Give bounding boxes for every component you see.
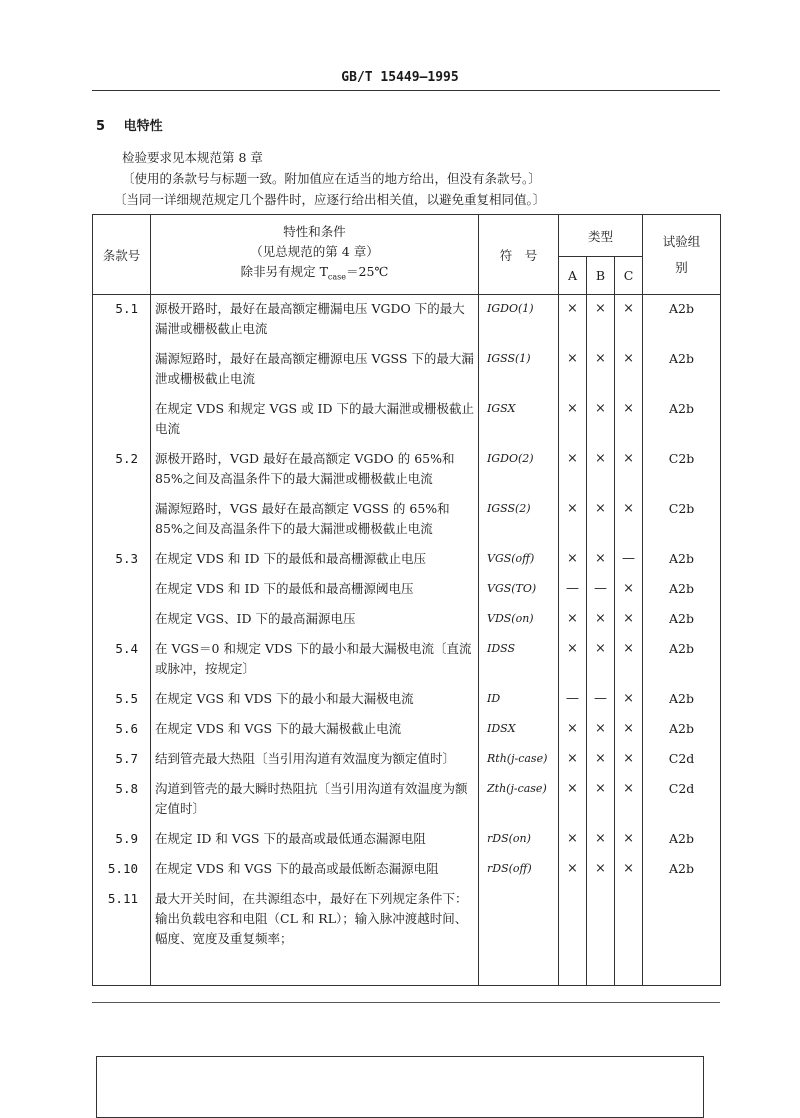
row-clause: 5.6	[93, 715, 151, 745]
row-characteristic: 源极开路时，最好在最高额定栅漏电压 VGDO 下的最大漏泄或栅极截止电流	[151, 295, 479, 346]
table-row	[93, 445, 721, 495]
row-type-b: ×	[587, 345, 615, 395]
table-row	[93, 345, 721, 395]
row-symbol: IGSS(1)	[479, 345, 559, 395]
row-type-b	[587, 885, 615, 986]
row-clause	[93, 395, 151, 445]
row-characteristic: 漏源短路时，VGS 最好在最高额定 VGSS 的 65%和 85%之间及高温条件下的最大漏泄或栅极截止电流	[151, 495, 479, 545]
section-title: 电特性	[123, 119, 163, 134]
row-group: A2b	[643, 575, 721, 605]
row-type-b: ×	[587, 445, 615, 495]
header-type-a: A	[559, 257, 587, 295]
intro-line: 检验要求见本规范第 8 章	[122, 150, 263, 165]
row-symbol: IGDO(1)	[479, 295, 559, 346]
row-type-b: ×	[587, 745, 615, 775]
table-row	[93, 395, 721, 445]
row-group: A2b	[643, 855, 721, 885]
row-symbol: Zth(j-case)	[479, 775, 559, 825]
row-symbol: VGS(off)	[479, 545, 559, 575]
row-type-a	[559, 885, 587, 986]
row-group: A2b	[643, 395, 721, 445]
row-type-b: ×	[587, 715, 615, 745]
row-characteristic: 在规定 VGS 和 VDS 下的最小和最大漏极电流	[151, 685, 479, 715]
row-type-a: —	[559, 575, 587, 605]
row-type-b: ×	[587, 395, 615, 445]
row-clause: 5.2	[93, 445, 151, 495]
row-type-a: ×	[559, 635, 587, 685]
row-group: A2b	[643, 715, 721, 745]
intro-line: 〔使用的条款号与标题一致。附加值应在适当的地方给出，但没有条款号。〕	[122, 171, 541, 186]
row-type-a: ×	[559, 545, 587, 575]
row-type-c: ×	[615, 295, 643, 346]
table-row	[93, 575, 721, 605]
table-row	[93, 825, 721, 855]
row-type-b: —	[587, 685, 615, 715]
header-clause: 条款号	[93, 215, 151, 295]
electrical-characteristics-table	[92, 214, 721, 986]
row-group: C2d	[643, 745, 721, 775]
header-symbol: 符 号	[479, 215, 559, 295]
row-symbol: IDSS	[479, 635, 559, 685]
row-clause	[93, 495, 151, 545]
row-characteristic: 在规定 VDS 和 ID 下的最低和最高栅源截止电压	[151, 545, 479, 575]
row-clause: 5.9	[93, 825, 151, 855]
section-number: 5	[96, 119, 106, 134]
row-type-c: ×	[615, 575, 643, 605]
row-characteristic: 在规定 VDS 和 VGS 下的最大漏极截止电流	[151, 715, 479, 745]
row-clause: 5.10	[93, 855, 151, 885]
row-group: A2b	[643, 345, 721, 395]
footer-frame	[96, 1056, 704, 1118]
row-type-a: ×	[559, 445, 587, 495]
row-characteristic: 在 VGS＝0 和规定 VDS 下的最小和最大漏极电流〔直流或脉冲，按规定〕	[151, 635, 479, 685]
row-group: A2b	[643, 295, 721, 346]
row-type-b: ×	[587, 825, 615, 855]
row-type-a: ×	[559, 855, 587, 885]
row-type-b: ×	[587, 545, 615, 575]
row-clause: 5.5	[93, 685, 151, 715]
row-symbol: IGSX	[479, 395, 559, 445]
row-type-b: —	[587, 575, 615, 605]
header-char-line1: 特性和条件	[283, 223, 346, 239]
row-characteristic: 最大开关时间，在共源组态中，最好在下列规定条件下：输出负载电容和电阻（CL 和 RL）；输入脉冲渡越时间、幅度、宽度及重复频率；	[151, 885, 479, 986]
row-symbol: rDS(on)	[479, 825, 559, 855]
row-group: A2b	[643, 825, 721, 855]
row-group: A2b	[643, 605, 721, 635]
table-row	[93, 545, 721, 575]
row-type-a: ×	[559, 295, 587, 346]
row-type-c: ×	[615, 745, 643, 775]
table-row	[93, 775, 721, 825]
row-type-b: ×	[587, 635, 615, 685]
row-type-b: ×	[587, 295, 615, 346]
row-group: C2b	[643, 445, 721, 495]
row-type-b: ×	[587, 605, 615, 635]
row-symbol: VDS(on)	[479, 605, 559, 635]
row-type-c: ×	[615, 825, 643, 855]
row-clause	[93, 605, 151, 635]
row-group: A2b	[643, 545, 721, 575]
row-clause	[93, 575, 151, 605]
header-type-c: C	[615, 257, 643, 295]
row-symbol: ID	[479, 685, 559, 715]
row-type-b: ×	[587, 775, 615, 825]
row-characteristic: 在规定 VDS 和规定 VGS 或 ID 下的最大漏泄或栅极截止电流	[151, 395, 479, 445]
page-bottom-rule	[92, 1002, 720, 1003]
table-row	[93, 745, 721, 775]
row-symbol: IGSS(2)	[479, 495, 559, 545]
row-characteristic: 沟道到管壳的最大瞬时热阻抗〔当引用沟道有效温度为额定值时〕	[151, 775, 479, 825]
row-clause: 5.4	[93, 635, 151, 685]
row-characteristic: 在规定 VDS 和 VGS 下的最高或最低断态漏源电阻	[151, 855, 479, 885]
table-row	[93, 295, 721, 346]
row-type-c: ×	[615, 445, 643, 495]
row-clause: 5.11	[93, 885, 151, 986]
row-clause: 5.1	[93, 295, 151, 346]
row-type-a: ×	[559, 495, 587, 545]
row-type-a: ×	[559, 745, 587, 775]
row-characteristic: 在规定 VDS 和 ID 下的最低和最高栅源阈电压	[151, 575, 479, 605]
header-group: 试验组别	[643, 215, 721, 295]
row-type-c: —	[615, 545, 643, 575]
table-row	[93, 495, 721, 545]
row-type-c: ×	[615, 855, 643, 885]
row-type-c: ×	[615, 345, 643, 395]
row-clause	[93, 345, 151, 395]
row-characteristic: 在规定 VGS、ID 下的最高漏源电压	[151, 605, 479, 635]
row-characteristic: 在规定 ID 和 VGS 下的最高或最低通态漏源电阻	[151, 825, 479, 855]
header-char-line3: 除非另有规定 $T_{case}=25℃$	[240, 263, 389, 282]
row-characteristic: 源极开路时，VGD 最好在最高额定 VGDO 的 65%和 85%之间及高温条件下的最大漏泄或栅极截止电流	[151, 445, 479, 495]
row-type-a: ×	[559, 715, 587, 745]
table-row	[93, 635, 721, 685]
row-symbol: rDS(off)	[479, 855, 559, 885]
table-row	[93, 605, 721, 635]
row-type-c: ×	[615, 715, 643, 745]
row-type-a: ×	[559, 825, 587, 855]
row-clause: 5.8	[93, 775, 151, 825]
header-type: 类型	[559, 215, 643, 257]
row-type-b: ×	[587, 495, 615, 545]
standard-header: GB/T 15449—1995	[341, 70, 459, 85]
row-group: A2b	[643, 635, 721, 685]
header-rule	[92, 90, 720, 91]
row-type-c: ×	[615, 685, 643, 715]
row-type-c: ×	[615, 605, 643, 635]
row-type-a: ×	[559, 345, 587, 395]
row-clause: 5.7	[93, 745, 151, 775]
header-type-b: B	[587, 257, 615, 295]
table-row	[93, 715, 721, 745]
row-type-a: ×	[559, 395, 587, 445]
row-type-c: ×	[615, 395, 643, 445]
header-char-line2: （见总规范的第 4 章）	[250, 243, 379, 259]
row-symbol: VGS(TO)	[479, 575, 559, 605]
row-symbol: IDSX	[479, 715, 559, 745]
row-group: C2b	[643, 495, 721, 545]
row-type-b: ×	[587, 855, 615, 885]
table-row	[93, 685, 721, 715]
row-characteristic: 结到管壳最大热阻〔当引用沟道有效温度为额定值时〕	[151, 745, 479, 775]
row-type-c: ×	[615, 635, 643, 685]
row-type-c: ×	[615, 775, 643, 825]
header-characteristic	[151, 215, 479, 295]
row-type-a: ×	[559, 605, 587, 635]
intro-line: 〔当同一详细规范规定几个器件时，应逐行给出相关值，以避免重复相同值。〕	[114, 192, 546, 207]
row-group: A2b	[643, 685, 721, 715]
table-row	[93, 855, 721, 885]
row-clause: 5.3	[93, 545, 151, 575]
row-type-c: ×	[615, 495, 643, 545]
row-type-c	[615, 885, 643, 986]
row-symbol: Rth(j-case)	[479, 745, 559, 775]
row-type-a: —	[559, 685, 587, 715]
table-row	[93, 885, 721, 986]
row-characteristic: 漏源短路时，最好在最高额定栅源电压 VGSS 下的最大漏泄或栅极截止电流	[151, 345, 479, 395]
row-symbol	[479, 885, 559, 986]
row-symbol: IGDO(2)	[479, 445, 559, 495]
row-group: C2d	[643, 775, 721, 825]
row-group	[643, 885, 721, 986]
row-type-a: ×	[559, 775, 587, 825]
section-heading	[96, 115, 163, 134]
